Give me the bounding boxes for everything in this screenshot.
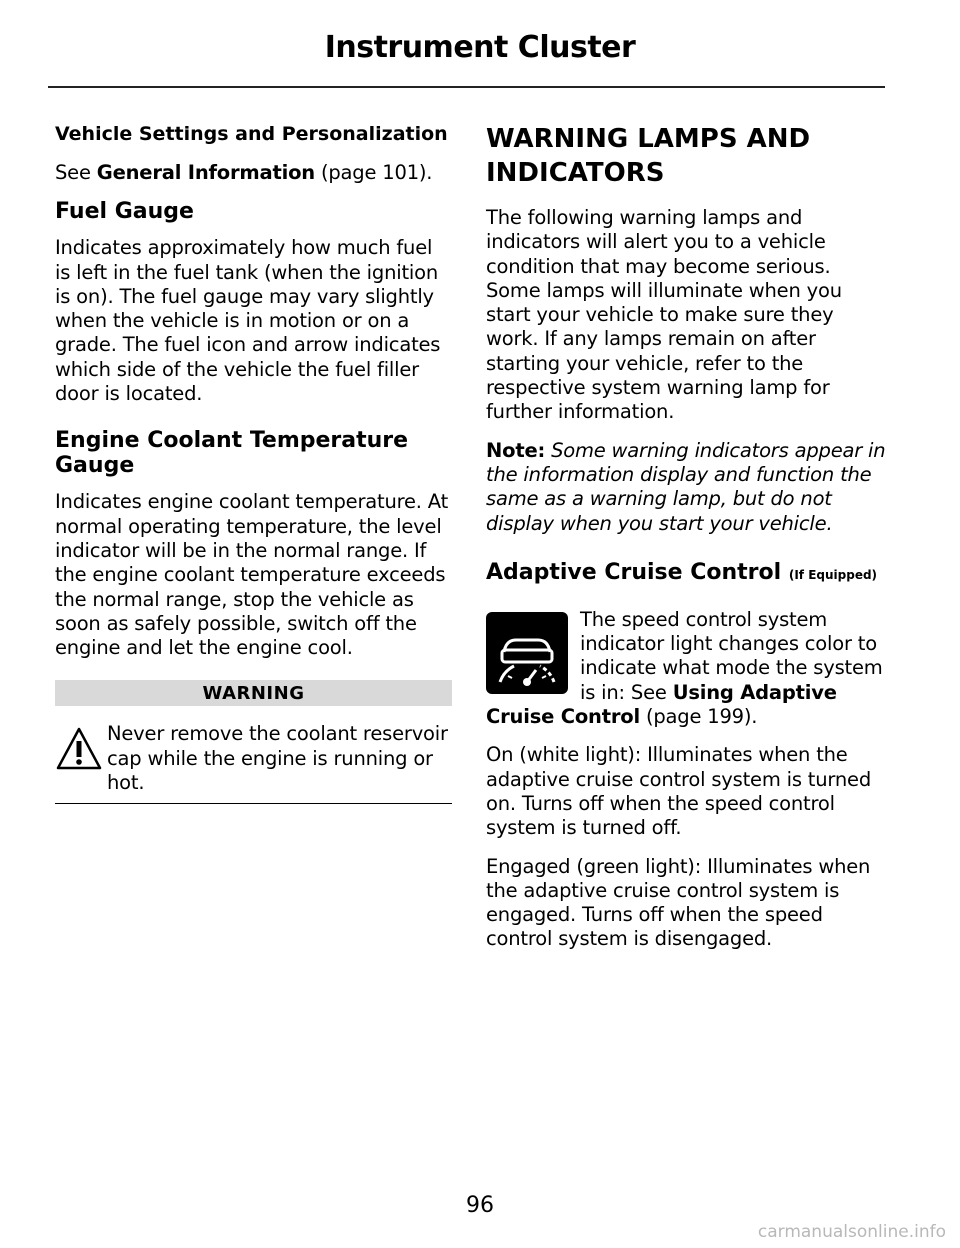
see-prefix: See bbox=[55, 161, 91, 184]
warning-divider bbox=[55, 803, 452, 804]
warning-block bbox=[55, 716, 452, 804]
using-acc-link[interactable]: Using Adaptive Cruise Control bbox=[486, 680, 837, 729]
note-text: Some warning indicators appear in the information display and function the same as a warning lamp, but do not display when you start your vehicle. bbox=[486, 438, 886, 535]
general-information-link[interactable]: General Information bbox=[96, 161, 315, 184]
note-paragraph bbox=[486, 439, 886, 536]
warning-triangle-icon bbox=[55, 726, 103, 772]
right-column bbox=[486, 122, 886, 966]
fuel-gauge-heading: Fuel Gauge bbox=[55, 199, 194, 225]
see-suffix: (page 101). bbox=[320, 161, 433, 184]
page-number: 96 bbox=[466, 1193, 494, 1218]
warning-lamps-intro: The following warning lamps and indicators will alert you to a vehicle condition that may become serious. Some lamps will illuminate when you start your vehicle to make sure they work. If any lamps remain on after starting your vehicle, refer to the respective system warning lamp for further information. bbox=[486, 206, 842, 424]
acc-text-prefix: The speed control system indicator light changes color to indicate what mode the system is in: See bbox=[580, 607, 883, 704]
vehicle-settings-reference bbox=[55, 161, 452, 185]
note-label: Note: bbox=[486, 438, 546, 462]
acc-on-text: On (white light): Illuminates when the adaptive cruise control system is turned on. Turns off when the speed control system is turned off. bbox=[486, 743, 871, 840]
title-divider bbox=[48, 86, 885, 88]
fuel-gauge-text: Indicates approximately how much fuel is left in the fuel tank (when the ignition is on). The fuel gauge may vary slightly when the vehicle is in motion or on a grade. The fuel icon and arrow indicates which side of the vehicle the fuel filler door is located. bbox=[55, 236, 441, 406]
acc-qualifier: (If Equipped) bbox=[788, 567, 878, 582]
vehicle-settings-heading: Vehicle Settings and Personalization bbox=[55, 123, 448, 145]
acc-heading bbox=[486, 558, 886, 590]
warning-text: Never remove the coolant reservoir cap while the engine is running or hot. bbox=[107, 722, 448, 795]
watermark: carmanualsonline.info bbox=[757, 1222, 946, 1242]
page-title: Instrument Cluster bbox=[324, 30, 636, 65]
adaptive-cruise-control-icon bbox=[486, 612, 568, 694]
acc-heading-text: Adaptive Cruise Control bbox=[486, 559, 782, 585]
warning-lamps-heading: WARNING LAMPS AND INDICATORS bbox=[486, 124, 811, 188]
coolant-gauge-heading: Engine Coolant Temperature Gauge bbox=[55, 428, 409, 479]
coolant-gauge-text: Indicates engine coolant temperature. At normal operating temperature, the level indicator will be in the normal range. If the engine coolant temperature exceeds the normal range, stop the vehicle as soon as safely possible, switch off the engine and let the engine cool. bbox=[55, 490, 449, 660]
acc-engaged-text: Engaged (green light): Illuminates when the adaptive cruise control system is engaged. Turns off when the speed control system is disengaged. bbox=[486, 854, 871, 951]
warning-label: WARNING bbox=[55, 680, 452, 706]
acc-text-suffix: (page 199). bbox=[645, 705, 758, 729]
acc-description bbox=[486, 608, 886, 729]
left-column bbox=[55, 122, 452, 804]
